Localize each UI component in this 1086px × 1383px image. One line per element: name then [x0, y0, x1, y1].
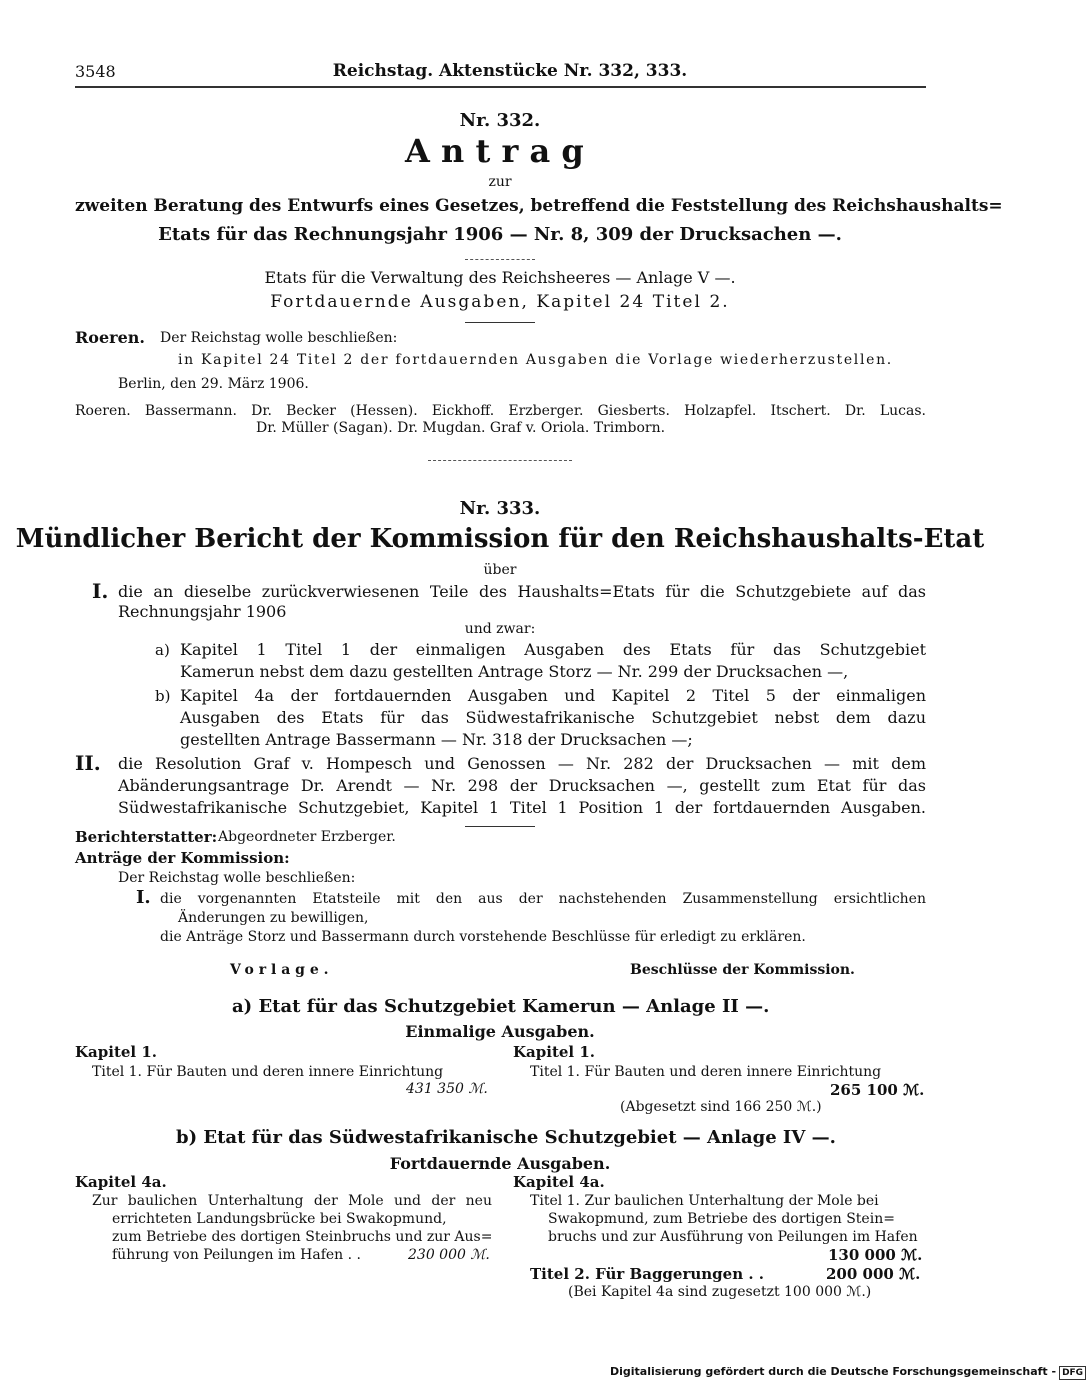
und-zwar: und zwar:: [464, 621, 536, 637]
sec-b-title: b) Etat für das Südwestafrikanische Schutzgebiet — Anlage IV —.: [176, 1127, 836, 1148]
doc332-signers-line2: Dr. Müller (Sagan). Dr. Mugdan. Graf v. Oriola. Trimborn.: [256, 420, 666, 436]
sec-b-left-amount: 230 000 ℳ.: [408, 1247, 490, 1263]
sub-a-line2: Kamerun nebst dem dazu gestellten Antrage Storz — Nr. 299 der Drucksachen —,: [180, 662, 849, 681]
sub-b-line3: gestellten Antrage Bassermann — Nr. 318 der Drucksachen —;: [180, 730, 693, 749]
item-I-label: I.: [92, 579, 109, 603]
item-I-line1: die an dieselbe zurückverwiesenen Teile des Haushalts=Etats für die Schutzgebiete auf das: [118, 582, 926, 601]
rapporteur-label: Berichterstatter:: [75, 828, 218, 846]
resolve-intro: Der Reichstag wolle beschließen:: [118, 870, 356, 886]
separator: [465, 259, 535, 260]
doc332-title: Antrag: [404, 132, 596, 170]
rapporteur-name: Abgeordneter Erzberger.: [218, 829, 396, 845]
running-title: Reichstag. Aktenstücke Nr. 332, 333.: [332, 61, 688, 81]
doc332-mover: Roeren.: [75, 328, 145, 347]
digitization-credit: [610, 1365, 1086, 1380]
separator: [465, 322, 535, 323]
sec-b-left-kapitel: Kapitel 4a.: [75, 1173, 167, 1191]
sec-a-right-titel: Titel 1. Für Bauten und deren innere Einrichtung: [530, 1064, 882, 1080]
sec-b-right-t1-line1: Titel 1. Zur baulichen Unterhaltung der Mole bei: [530, 1193, 879, 1209]
sec-b-right-t1-amount: 130 000 ℳ.: [828, 1246, 923, 1264]
doc333-number: Nr. 333.: [459, 498, 541, 519]
digitization-credit-text: Digitalisierung gefördert durch die Deutsche Forschungsgemeinschaft -: [610, 1365, 1057, 1378]
item-I-line2: Rechnungsjahr 1906: [118, 602, 287, 621]
sub-a-label: a): [155, 641, 170, 659]
doc332-motion-text: in Kapitel 24 Titel 2 der fortdauernden Ausgaben die Vorlage wiederherzustellen.: [178, 352, 893, 368]
doc332-signers-line1: Roeren. Bassermann. Dr. Becker (Hessen). Eickhoff. Erzberger. Giesberts. Holzapfel. Itschert. Dr. Lucas.: [75, 403, 926, 419]
doc332-number: Nr. 332.: [459, 110, 541, 131]
dfg-logo: DFG: [1059, 1366, 1086, 1380]
doc332-subject-line1: zweiten Beratung des Entwurfs eines Gesetzes, betreffend die Feststellung des Reichshaushalts=: [75, 196, 1003, 216]
sec-b-right-t2-amount: 200 000 ℳ.: [826, 1265, 921, 1283]
doc332-place-date: Berlin, den 29. März 1906.: [118, 376, 309, 392]
sec-b-left-line2: errichteten Landungsbrücke bei Swakopmund,: [112, 1211, 447, 1227]
res-I-line3: die Anträge Storz und Bassermann durch vorstehende Beschlüsse für erledigt zu erklären.: [160, 929, 806, 945]
sec-a-left-amount: 431 350 ℳ.: [406, 1081, 488, 1097]
doc333-title: Mündlicher Bericht der Kommission für den Reichshaushalts-Etat: [15, 524, 985, 554]
sec-b-right-kapitel: Kapitel 4a.: [513, 1173, 605, 1191]
doc332-zur: zur: [488, 174, 512, 190]
item-II-line2: Abänderungsantrage Dr. Arendt — Nr. 298 der Drucksachen —, gestellt zum Etat für das: [118, 776, 926, 795]
res-I-line1: die vorgenannten Etatsteile mit den aus der nachstehenden Zusammenstellung ersichtlichen: [160, 891, 926, 907]
separator: [465, 826, 535, 827]
col-right-header: Beschlüsse der Kommission.: [630, 962, 855, 978]
sub-b-label: b): [155, 687, 171, 705]
item-II-line1: die Resolution Graf v. Hompesch und Genossen — Nr. 282 der Drucksachen — mit dem: [118, 754, 926, 773]
item-II-label: II.: [75, 751, 101, 775]
res-I-label: I.: [136, 887, 151, 908]
sec-a-right-kapitel: Kapitel 1.: [513, 1043, 595, 1061]
sec-a-left-titel: Titel 1. Für Bauten und deren innere Einrichtung: [92, 1064, 444, 1080]
sec-a-title: a) Etat für das Schutzgebiet Kamerun — Anlage II —.: [232, 996, 770, 1017]
doc332-etat-line: Etats für die Verwaltung des Reichsheeres — Anlage V —.: [264, 268, 736, 287]
sub-b-line2: Ausgaben des Etats für das Südwestafrikanische Schutzgebiet nebst dem dazu: [180, 708, 926, 727]
sec-b-right-t1-line2: Swakopmund, zum Betriebe des dortigen Stein=: [548, 1211, 895, 1227]
doc332-motion-intro: Der Reichstag wolle beschließen:: [160, 330, 398, 346]
doc332-subject-line2: Etats für das Rechnungsjahr 1906 — Nr. 8, 309 der Drucksachen —.: [158, 224, 842, 245]
col-left-header: Vorlage.: [230, 962, 334, 978]
sec-a-right-amount: 265 100 ℳ.: [830, 1081, 925, 1099]
sec-b-left-line1: Zur baulichen Unterhaltung der Mole und der neu: [92, 1193, 492, 1209]
sub-b-line1: Kapitel 4a der fortdauernden Ausgaben und Kapitel 2 Titel 5 der einmaligen: [180, 686, 926, 705]
sec-b-right-t2: Titel 2. Für Baggerungen . .: [530, 1265, 765, 1283]
header-rule: [75, 86, 926, 88]
document-separator: [428, 460, 572, 461]
sec-a-subtitle: Einmalige Ausgaben.: [405, 1022, 595, 1041]
sub-a-line1: Kapitel 1 Titel 1 der einmaligen Ausgaben des Etats für das Schutzgebiet: [180, 640, 926, 659]
item-II-line3: Südwestafrikanische Schutzgebiet, Kapitel 1 Titel 1 Position 1 der fortdauernden Ausgaben.: [118, 798, 926, 817]
res-I-line2: Änderungen zu bewilligen,: [178, 910, 369, 926]
doc333-ueber: über: [483, 562, 517, 578]
proposals-label: Anträge der Kommission:: [75, 849, 290, 867]
sec-b-left-line3: zum Betriebe des dortigen Steinbruchs und zur Aus=: [112, 1229, 493, 1245]
page-number: 3548: [75, 62, 116, 81]
sec-a-left-kapitel: Kapitel 1.: [75, 1043, 157, 1061]
sec-b-right-note: (Bei Kapitel 4a sind zugesetzt 100 000 ℳ.): [568, 1284, 872, 1300]
sec-b-left-line4: führung von Peilungen im Hafen . .: [112, 1247, 361, 1263]
sec-b-subtitle: Fortdauernde Ausgaben.: [389, 1154, 611, 1173]
doc332-ausgaben-line: Fortdauernde Ausgaben, Kapitel 24 Titel 2.: [270, 292, 730, 312]
sec-a-right-note: (Abgesetzt sind 166 250 ℳ.): [620, 1099, 822, 1115]
sec-b-right-t1-line3: bruchs und zur Ausführung von Peilungen im Hafen: [548, 1229, 918, 1245]
